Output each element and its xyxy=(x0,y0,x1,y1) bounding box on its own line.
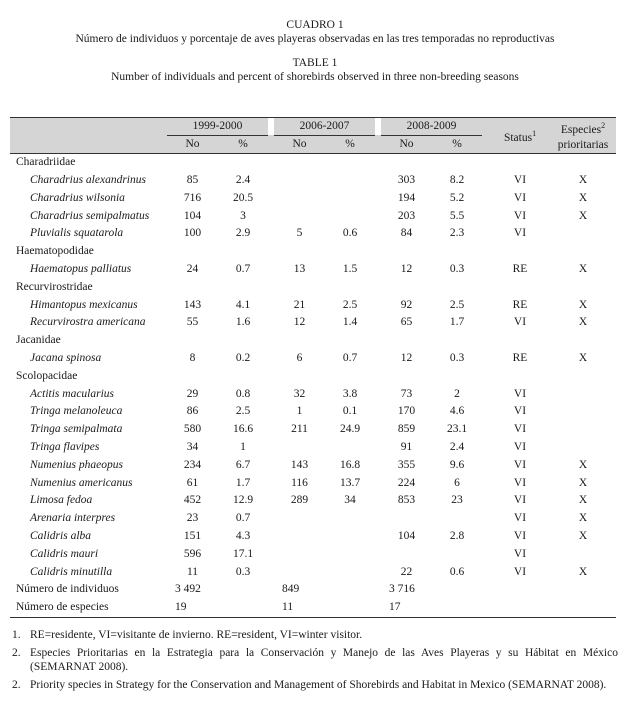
species-name: Arenaria interpres xyxy=(30,512,116,525)
status-code: VI xyxy=(513,227,527,240)
status-code: VI xyxy=(513,423,527,436)
count-2008: 73 xyxy=(400,387,413,400)
priority-mark xyxy=(550,225,616,243)
count-1999: 85 xyxy=(186,174,199,187)
header-priority: Especies$^2$ prioritarias xyxy=(550,118,616,154)
caption-en-title: Number of individuals and percent of shorebirds observed in three non-breeding seasons xyxy=(111,71,519,83)
pct-2008: 2.4 xyxy=(449,440,465,453)
header-pct: % xyxy=(432,135,482,153)
pct-2006 xyxy=(325,207,375,225)
pct-2008: 2.8 xyxy=(449,529,465,542)
pct-2006: 1.5 xyxy=(342,263,358,275)
species-name: Tringa flavipes xyxy=(30,440,100,453)
species-row xyxy=(10,207,616,225)
header-season-2006: 2006-2007 xyxy=(274,118,375,136)
total-row xyxy=(10,581,616,599)
species-name: Actitis macularius xyxy=(30,387,115,400)
count-2006 xyxy=(274,545,325,563)
table-header xyxy=(10,118,616,154)
footnotes xyxy=(12,628,618,696)
family-row xyxy=(10,278,616,296)
species-name: Pluvialis squatarola xyxy=(30,227,124,240)
header-pct: % xyxy=(218,135,268,153)
family-name: Haematopodidae xyxy=(16,245,94,258)
count-1999: 61 xyxy=(186,476,199,489)
pct-2006: 24.9 xyxy=(339,423,361,436)
pct-2006: 16.8 xyxy=(339,458,361,471)
count-2006 xyxy=(274,439,325,457)
species-row xyxy=(10,528,616,546)
species-row xyxy=(10,563,616,581)
pct-2006 xyxy=(325,599,375,617)
priority-mark: X xyxy=(578,263,588,275)
status-code: VI xyxy=(513,512,527,525)
status-code: RE xyxy=(512,298,528,311)
pct-2008 xyxy=(432,581,482,599)
priority-mark: X xyxy=(578,351,588,364)
species-name: Charadrius wilsonia xyxy=(30,191,125,204)
count-2008: 853 xyxy=(397,494,416,507)
count-2008: 224 xyxy=(397,476,416,489)
family-row xyxy=(10,367,616,385)
count-1999: 86 xyxy=(186,405,199,418)
pct-1999: 4.3 xyxy=(235,529,251,542)
footnote: 1. RE=residente, VI=visitante de invierno. RE=resident, VI=winter visitor. xyxy=(12,629,363,641)
pct-1999: 0.7 xyxy=(235,512,251,525)
priority-mark: X xyxy=(578,565,588,578)
pct-1999: 2.5 xyxy=(235,405,251,418)
pct-1999: 1.6 xyxy=(235,316,251,329)
count-2008 xyxy=(381,545,432,563)
pct-1999 xyxy=(218,599,268,617)
count-2008: 355 xyxy=(397,458,416,471)
count-2006 xyxy=(274,510,325,528)
count-1999: 452 xyxy=(183,494,202,507)
family-name: Scolopacidae xyxy=(16,369,78,382)
pct-2006: 0.1 xyxy=(342,405,358,418)
footnote: 2. Priority species in Strategy for the Conservation and Management of Shorebirds and Habitat in Mexico (SEMARNAT 2008). xyxy=(12,679,607,691)
count-2006: 21 xyxy=(293,298,306,311)
species-row xyxy=(10,350,616,368)
pct-2006 xyxy=(325,528,375,546)
pct-2008: 2 xyxy=(454,387,460,400)
count-1999: 596 xyxy=(183,547,202,560)
pct-2006: 0.7 xyxy=(342,351,358,364)
pct-2006 xyxy=(325,510,375,528)
pct-2008 xyxy=(432,510,482,528)
count-2006: 11 xyxy=(274,599,325,617)
status-code xyxy=(490,581,550,599)
pct-2006 xyxy=(325,439,375,457)
pct-2008 xyxy=(432,545,482,563)
pct-2008: 5.5 xyxy=(449,209,465,222)
count-2006 xyxy=(274,189,325,207)
count-2006: 849 xyxy=(282,583,300,596)
species-row xyxy=(10,261,616,279)
species-name: Calidris minutilla xyxy=(30,565,113,578)
pct-2006 xyxy=(325,189,375,207)
count-2006 xyxy=(274,172,325,190)
family-row xyxy=(10,153,616,171)
pct-2008: 5.2 xyxy=(449,191,465,204)
count-1999: 104 xyxy=(183,209,202,222)
pct-2006: 13.7 xyxy=(339,476,361,489)
pct-1999: 0.3 xyxy=(235,565,251,578)
count-2006: 12 xyxy=(293,316,306,329)
status-code: VI xyxy=(513,529,527,542)
count-2008: 104 xyxy=(397,529,416,542)
status-code: VI xyxy=(513,316,527,329)
header-pct: % xyxy=(325,135,375,153)
pct-1999: 2.4 xyxy=(235,174,251,187)
priority-mark xyxy=(550,403,616,421)
caption-en-label: TABLE 1 xyxy=(292,57,338,69)
species-row xyxy=(10,296,616,314)
priority-mark xyxy=(550,439,616,457)
count-2008: 203 xyxy=(397,209,416,222)
count-2008: 194 xyxy=(397,191,416,204)
table-body xyxy=(10,153,616,617)
species-row xyxy=(10,403,616,421)
data-table-container xyxy=(10,117,616,618)
count-1999: 3 492 xyxy=(175,583,201,596)
pct-2008: 8.2 xyxy=(449,174,465,187)
species-name: Recurvirostra americana xyxy=(30,316,146,329)
count-1999: 29 xyxy=(186,387,199,400)
pct-2008: 0.3 xyxy=(449,351,465,364)
pct-2006: 2.5 xyxy=(342,298,358,311)
pct-1999: 0.2 xyxy=(235,351,251,364)
family-row xyxy=(10,332,616,350)
count-1999: 580 xyxy=(183,423,202,436)
pct-2006 xyxy=(325,563,375,581)
pct-2006 xyxy=(325,545,375,563)
pct-2006 xyxy=(325,581,375,599)
header-no: No xyxy=(167,135,218,153)
priority-mark: X xyxy=(578,494,588,507)
count-2006: 211 xyxy=(291,423,308,436)
species-name: Tringa melanoleuca xyxy=(30,405,123,418)
count-1999: 23 xyxy=(186,512,199,525)
pct-2008: 2.5 xyxy=(449,298,465,311)
total-label: Número de individuos xyxy=(16,583,119,596)
family-name: Charadriidae xyxy=(16,156,76,169)
caption-es-label: CUADRO 1 xyxy=(286,19,344,31)
header-no: No xyxy=(381,135,432,153)
pct-1999: 2.9 xyxy=(235,227,251,240)
priority-mark: X xyxy=(578,476,588,489)
pct-1999: 20.5 xyxy=(232,191,254,204)
species-row xyxy=(10,456,616,474)
count-2008: 84 xyxy=(400,227,413,240)
family-name: Recurvirostridae xyxy=(16,280,93,293)
count-2008: 17 xyxy=(381,599,432,617)
family-name: Jacanidae xyxy=(16,334,61,347)
species-name: Himantopus mexicanus xyxy=(30,298,138,311)
status-code: VI xyxy=(513,440,527,453)
species-name: Numenius americanus xyxy=(30,476,133,489)
count-1999: 11 xyxy=(186,565,199,578)
priority-mark xyxy=(550,385,616,403)
priority-mark: X xyxy=(578,316,588,329)
count-2006: 289 xyxy=(290,494,309,507)
header-status: Status$^1$ xyxy=(490,118,550,154)
priority-mark: X xyxy=(578,512,588,525)
pct-1999 xyxy=(218,581,268,599)
species-row xyxy=(10,421,616,439)
pct-2008: 23 xyxy=(451,494,463,507)
priority-mark xyxy=(550,599,616,617)
count-2008: 12 xyxy=(400,263,413,275)
count-2006 xyxy=(274,563,325,581)
count-2006 xyxy=(274,528,325,546)
species-name: Charadrius alexandrinus xyxy=(30,174,146,187)
pct-2008 xyxy=(432,599,482,617)
count-2006: 1 xyxy=(296,405,303,418)
species-name: Numenius phaeopus xyxy=(30,458,123,471)
count-2006: 143 xyxy=(290,458,309,471)
pct-1999: 4.1 xyxy=(235,298,251,311)
header-no: No xyxy=(274,135,325,153)
pct-1999: 0.8 xyxy=(235,387,251,400)
species-row xyxy=(10,510,616,528)
species-name: Charadrius semipalmatus xyxy=(30,209,150,222)
pct-2006 xyxy=(325,172,375,190)
count-1999: 55 xyxy=(186,316,199,329)
pct-1999: 0.7 xyxy=(235,263,251,275)
total-row xyxy=(10,599,616,617)
priority-mark xyxy=(550,581,616,599)
priority-mark: X xyxy=(578,174,588,187)
count-1999: 24 xyxy=(186,263,199,275)
species-row xyxy=(10,545,616,563)
count-2006: 13 xyxy=(293,263,306,275)
pct-1999: 12.9 xyxy=(232,494,254,507)
count-2006: 6 xyxy=(296,351,303,364)
status-code: VI xyxy=(513,458,527,471)
pct-2008: 4.6 xyxy=(449,405,465,418)
species-name: Tringa semipalmata xyxy=(30,423,123,436)
pct-1999: 16.6 xyxy=(232,423,254,436)
species-row xyxy=(10,492,616,510)
pct-2006: 34 xyxy=(344,494,356,507)
species-row xyxy=(10,439,616,457)
status-code: VI xyxy=(513,494,527,507)
count-1999: 151 xyxy=(183,529,202,542)
species-row xyxy=(10,225,616,243)
priority-mark: X xyxy=(578,298,588,311)
count-1999: 716 xyxy=(183,191,202,204)
count-2008: 91 xyxy=(400,440,413,453)
pct-2008: 0.6 xyxy=(449,565,465,578)
priority-mark: X xyxy=(578,191,588,204)
pct-2008: 2.3 xyxy=(449,227,465,240)
priority-mark: X xyxy=(578,529,588,542)
species-name: Jacana spinosa xyxy=(30,351,102,364)
status-code: VI xyxy=(513,476,527,489)
species-name: Haematopus palliatus xyxy=(30,263,132,275)
species-name: Calidris alba xyxy=(30,529,92,542)
pct-2008: 23.1 xyxy=(446,423,468,436)
shorebird-table xyxy=(10,117,616,618)
count-1999: 234 xyxy=(183,458,202,471)
total-label: Número de especies xyxy=(10,599,167,617)
count-2008: 3 716 xyxy=(389,583,415,596)
pct-1999: 1.7 xyxy=(235,476,251,489)
count-2008: 303 xyxy=(397,174,416,187)
family-row xyxy=(10,243,616,261)
count-1999: 34 xyxy=(186,440,199,453)
species-row xyxy=(10,189,616,207)
pct-2006: 1.4 xyxy=(342,316,358,329)
count-2008: 92 xyxy=(400,298,413,311)
count-2008 xyxy=(381,510,432,528)
species-name: Limosa fedoa xyxy=(30,494,93,507)
status-code: RE xyxy=(512,263,528,275)
status-code: VI xyxy=(513,405,527,418)
species-row xyxy=(10,385,616,403)
footnote: 2. Especies Prioritarias en la Estrategia para la Conservación y Manejo de las Aves Playeras y su Hábitat en México (SEMARNAT 2008). xyxy=(12,647,618,673)
pct-2006: 3.8 xyxy=(342,387,358,400)
pct-1999: 6.7 xyxy=(235,458,251,471)
pct-1999: 1 xyxy=(240,440,246,453)
pct-2006: 0.6 xyxy=(342,227,358,240)
header-season-1999: 1999-2000 xyxy=(167,118,268,136)
count-2008: 170 xyxy=(397,405,416,418)
count-2008: 22 xyxy=(400,565,413,578)
status-code: VI xyxy=(513,174,527,187)
caption-es-title: Número de individuos y porcentaje de aves playeras observadas en las tres temporadas no reproductivas xyxy=(75,33,555,45)
species-name: Calidris mauri xyxy=(30,547,99,560)
status-code: VI xyxy=(513,565,527,578)
header-blank xyxy=(10,118,167,136)
count-1999: 8 xyxy=(189,351,196,364)
species-row xyxy=(10,314,616,332)
status-code: RE xyxy=(512,351,528,364)
count-1999: 19 xyxy=(167,599,218,617)
pct-1999: 3 xyxy=(240,209,246,222)
pct-2008: 6 xyxy=(454,476,460,489)
status-code: VI xyxy=(513,209,527,222)
count-2006 xyxy=(274,207,325,225)
priority-mark: X xyxy=(578,458,588,471)
count-1999: 143 xyxy=(183,298,202,311)
status-code: VI xyxy=(513,387,527,400)
header-season-2008: 2008-2009 xyxy=(381,118,482,136)
count-2006: 32 xyxy=(293,387,306,400)
count-2008: 12 xyxy=(400,351,413,364)
pct-2008: 9.6 xyxy=(449,458,465,471)
pct-2008: 0.3 xyxy=(449,263,465,275)
count-2008: 65 xyxy=(400,316,413,329)
status-code: VI xyxy=(513,547,527,560)
status-code xyxy=(490,599,550,617)
pct-1999: 17.1 xyxy=(232,547,254,560)
species-row xyxy=(10,172,616,190)
species-row xyxy=(10,474,616,492)
count-2006: 116 xyxy=(291,476,308,489)
count-2006: 5 xyxy=(296,227,303,240)
pct-2008: 1.7 xyxy=(449,316,465,329)
priority-mark xyxy=(550,545,616,563)
priority-mark xyxy=(550,421,616,439)
status-code: VI xyxy=(513,191,527,204)
priority-mark: X xyxy=(578,209,588,222)
count-2008: 859 xyxy=(397,423,416,436)
count-1999: 100 xyxy=(183,227,202,240)
